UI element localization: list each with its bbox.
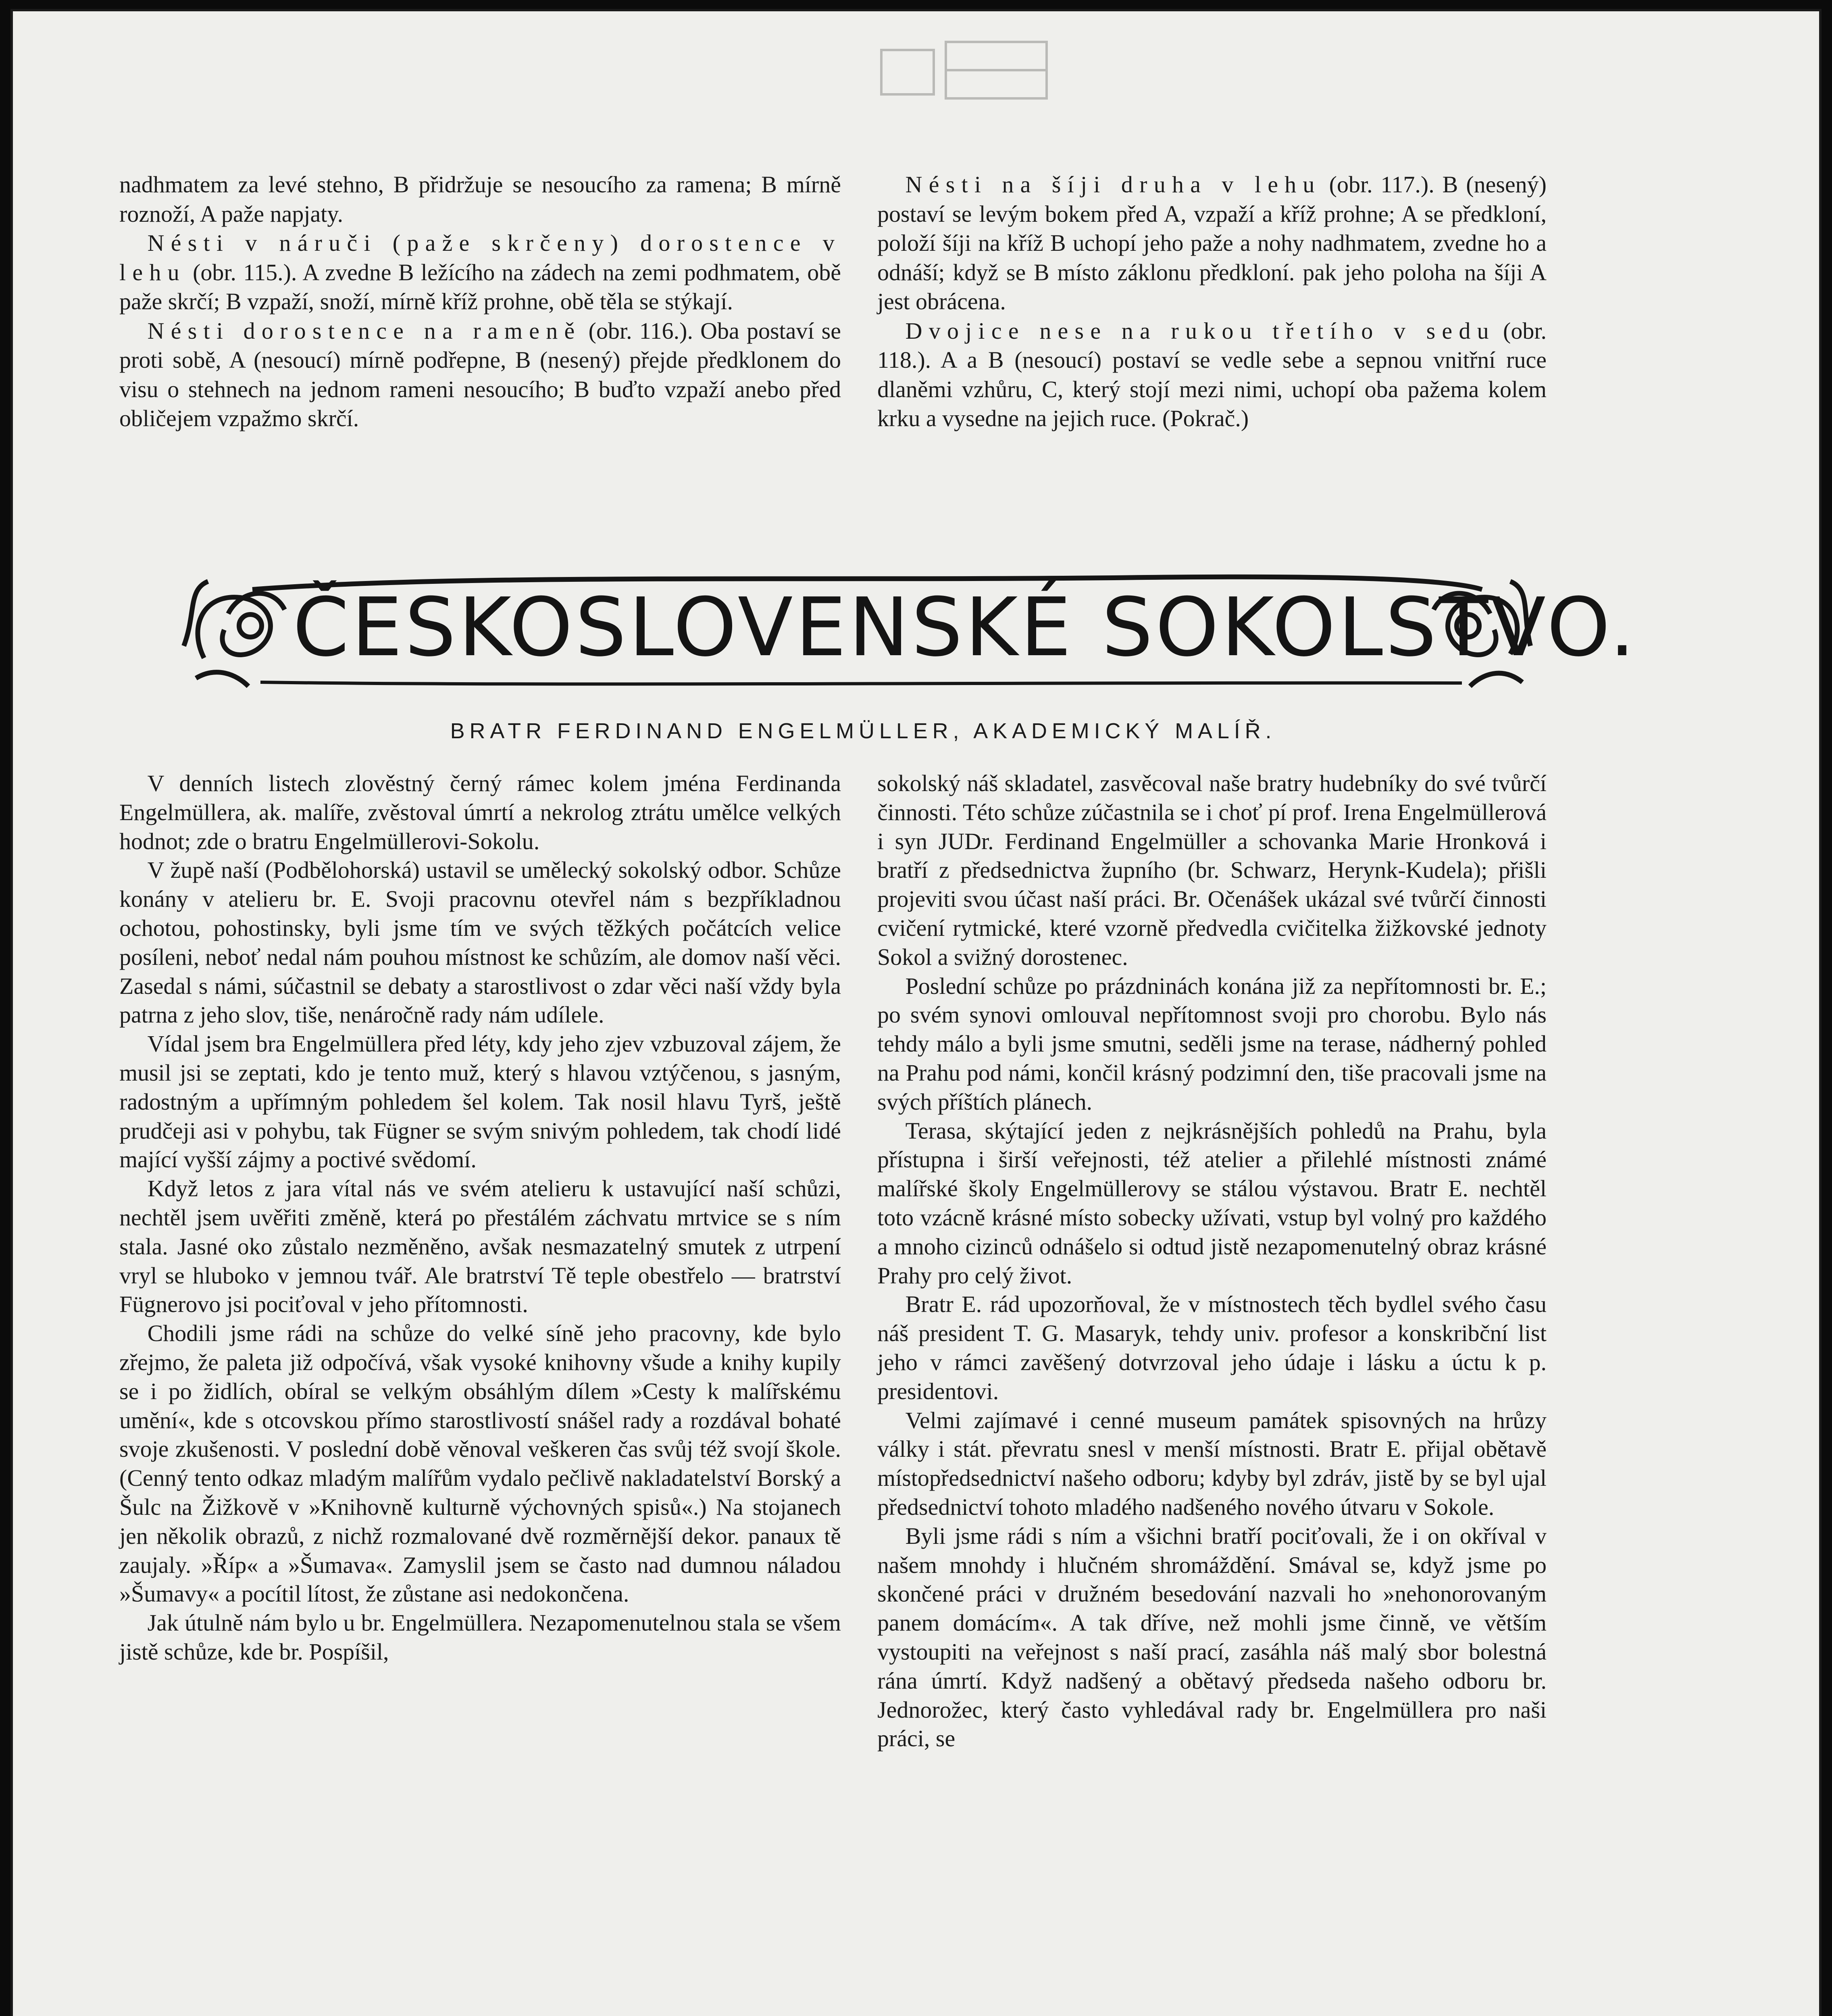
article-left-paragraph: Vídal jsem bra Engelmüllera před léty, kdy jeho zjev vzbuzoval zájem, že musil jsi se zeptati, kdo je tento muž, který s hlavou vztýčenou, s jasným, radostným a upřímným pohledem šel kolem. Tak nosil hlavu Tyrš, ještě prudčeji asi v pohybu, tak Fügner se svým snivým pohledem, tak chodí lidé mající vyšší zájmy a poctivé svědomí. — [119, 1031, 841, 1173]
top-right-paragraph-2 — [877, 317, 1547, 433]
paragraph-text: (obr. 117.). B (nesený) postaví se levým bokem před A, vzpaží a kříž prohne; A se předkloní, položí šíji na kříž B uchopí jeho paže a nohy nadhmatem, zvedne ho a odnáší; když se B místo záklonu předkloní. pak jeho poloha na šíji A jest obrácena. — [877, 171, 1547, 314]
bleed-through-mark — [877, 34, 1055, 106]
frame-line-right — [1819, 9, 1822, 2016]
article-left-column — [119, 769, 841, 1666]
spaced-heading: Nésti dorostence na rameně — [147, 317, 581, 344]
article-left-paragraph: Jak útulně nám bylo u br. Engelmüllera. Nezapomenutelnou stala se všem jistě schůze, kde br. Pospíšil, — [119, 1610, 841, 1665]
top-left-paragraph-1 — [119, 170, 841, 229]
frame-line-top — [10, 9, 1822, 11]
page-sheet — [10, 9, 1822, 2016]
article-left-paragraph: Chodili jsme rádi na schůze do velké síně jeho pracovny, kde bylo zřejmo, že paleta již odpočívá, však vysoké knihovny všude a knihy kupily se i po židlích, obíral se velkým obsáhlým dílem »Cesty k malířskému umění«, kde s otcovskou přímo starostlivostí snášel rady a rozdával bohaté svoje zkušenosti. V poslední době věnoval veškeren čas svůj též svojí škole. (Cenný tento odkaz mladým malířům vydalo pečlivě nakladatelství Borský a Šulc na Žižkově v »Knihovně kulturně výchovných spisů«.) Na stojanech jen několik obrazů, z nichž rozmalované dvě rozměrnější dekor. panaux tě zaujaly. »Říp« a »Šumava«. Zamyslil jsem se často nad dumnou náladou »Šumavy« a pocítil lítost, že zůstane asi nedokončena. — [119, 1320, 841, 1607]
article-right-column — [877, 769, 1547, 1753]
paragraph-text: (obr. 116.). Oba postaví se proti sobě, A (nesoucí) mírně podřepne, B (nesený) přejde předklonem do visu o stehnech na jednom rameni nesoucího; B buďto vzpaží anebo před obličejem vzpažmo skrčí. — [119, 317, 841, 431]
spaced-heading: Nésti v náruči (paže skrčeny) dorostence v lehu — [119, 230, 841, 285]
top-right-paragraph-1 — [877, 170, 1547, 317]
article-right-paragraph: Byli jsme rádi s ním a všichni bratří pociťovali, že i on okříval v našem mnohdy i hlučném shromáždění. Smával se, když jsme po skončené práci v družném besedování nazvali ho »nehonorovaným panem domácím«. A tak dříve, než mohli jsme činně, ve větším vystoupiti na veřejnost s naší prací, zasáhla náš malý sbor bolestná rána úmrtí. Když nadšený a obětavý předseda našeho odboru br. Jednorožec, který často vyhledával rady br. Engelmüllera pro naši práci, se — [877, 1522, 1547, 1752]
article-right-paragraph: Velmi zajímavé i cenné museum památek spisovných na hrůzy války i stát. převratu snesl v menší místnosti. Bratr E. přijal obětavě místopředsednictví našeho odboru; kdyby byl zdráv, jistě by se byl ujal předsednictví tohoto mladého nadšeného nového útvaru v Sokole. — [877, 1407, 1547, 1520]
spaced-heading: Dvojice nese na rukou třetího v sedu — [905, 317, 1495, 344]
article-right-paragraph: Terasa, skýtající jeden z nejkrásnějších pohledů na Prahu, byla přístupna i širší veřejnosti, též atelier a přilehlé místnosti známé malířské školy Engelmüllerovy se stálou výstavou. Bratr E. nechtěl toto vzácně krásné místo sobecky užívati, vstup byl volný pro každého a mnoho cizinců odnášelo si odtud jistě nezapomenutelný obraz krásné Prahy pro celý život. — [877, 1117, 1547, 1289]
section-title: ČESKOSLOVENSKÉ SOKOLSTVO. — [293, 581, 1638, 675]
article-left-paragraph: Když letos z jara vítal nás ve svém atelieru k ustavující naší schůzi, nechtěl jsem uvěřiti změně, která po přestálém záchvatu mrtvice se s ním stala. Jasné oko zůstalo nezměněno, avšak nesmazatelný smutek z utrpení vryl se hluboko v jemnou tvář. Ale bratrství Tě teple obestřelo — bratrství Fügnerovo jsi pociťoval v jeho přítomnosti. — [119, 1175, 841, 1318]
top-right-column — [877, 170, 1547, 433]
article-right-paragraph: sokolský náš skladatel, zasvěcoval naše bratry hudebníky do své tvůrčí činnosti. Této schůze zúčastnila se i choť pí prof. Irena Engelmüllerová i syn JUDr. Ferdinand Engelmüller a schovanka Marie Hronková i bratří z předsednictva župního (br. Schwarz, Herynk-Kudela); přišli projeviti svou účast naší práci. Br. Očenášek ukázal své tvůrčí činnosti cvičení rytmické, které vzorně předvedla cvičitelka žižkovské jednoty Sokol a svižný dorostenec. — [877, 770, 1547, 970]
paragraph-text: nadhmatem za levé stehno, B přidržuje se nesoucího za ramena; B mírně roznoží, A paže napjaty. — [119, 171, 841, 227]
top-left-paragraph-2 — [119, 229, 841, 317]
left-flower-ornament — [184, 581, 285, 686]
article-left-paragraph: V župě naší (Podbělohorská) ustavil se umělecký sokolský odbor. Schůze konány v atelieru br. E. Svoji pracovnu otevřel nám s bezpříkladnou ochotou, pohostinsky, byli jsme tím ve svých těžkých počátcích velice posíleni, neboť nedal nám pouhou místnost ke schůzím, ale domov naší věci. Zasedal s námi, súčastnil se debaty a starostlivost o zdar věci naší vždy byla patrna z jeho slov, tiše, nenáročně rady nám udílele. — [119, 857, 841, 1028]
spaced-heading: Nésti na šíji druha v lehu — [905, 171, 1321, 198]
paragraph-text: (obr. 115.). A zvedne B ležícího na zádech na zemi podhmatem, obě paže skrčí; B vzpaží, snoží, mírně kříž prohne, obě těla se stýkají. — [119, 259, 841, 314]
top-left-column — [119, 170, 841, 433]
frame-line-left — [10, 9, 13, 2016]
section-heading-banner — [180, 565, 1638, 698]
article-right-paragraph: Poslední schůze po prázdninách konána již za nepřítomnosti br. E.; po svém synovi omlouval nepřítomnost svoji pro chorobu. Bylo nás tehdy málo a byli jsme smutni, seděli jsme na terase, nádherný pohled na Prahu pod námi, končil krásný podzimní den, tiše pracovali jsme na svých příštích plánech. — [877, 973, 1547, 1115]
article-byline: BRATR FERDINAND ENGELMÜLLER, AKADEMICKÝ MALÍŘ. — [450, 719, 1276, 743]
article-right-paragraph: Bratr E. rád upozorňoval, že v místnostech těch bydlel svého času náš president T. G. Masaryk, tehdy univ. profesor a konskribční list jeho v rámci zavěšený dotvrzoval jeho údaje i lásku a úctu k p. presidentovi. — [877, 1291, 1547, 1404]
top-left-paragraph-3 — [119, 317, 841, 433]
paragraph-text: (obr. 118.). A a B (nesoucí) postaví se vedle sebe a sepnou vnitřní ruce dlaněmi vzhůru, C, který stojí mezi nimi, uchopí oba pažema kolem krku a vysedne na jejich ruce. (Pokrač.) — [877, 317, 1547, 431]
article-left-paragraph: V denních listech zlověstný černý rámec kolem jména Ferdinanda Engelmüllera, ak. malíře, zvěstoval úmrtí a nekrolog ztrátu umělce velkých hodnot; zde o bratru Engelmüllerovi-Sokolu. — [119, 770, 841, 854]
